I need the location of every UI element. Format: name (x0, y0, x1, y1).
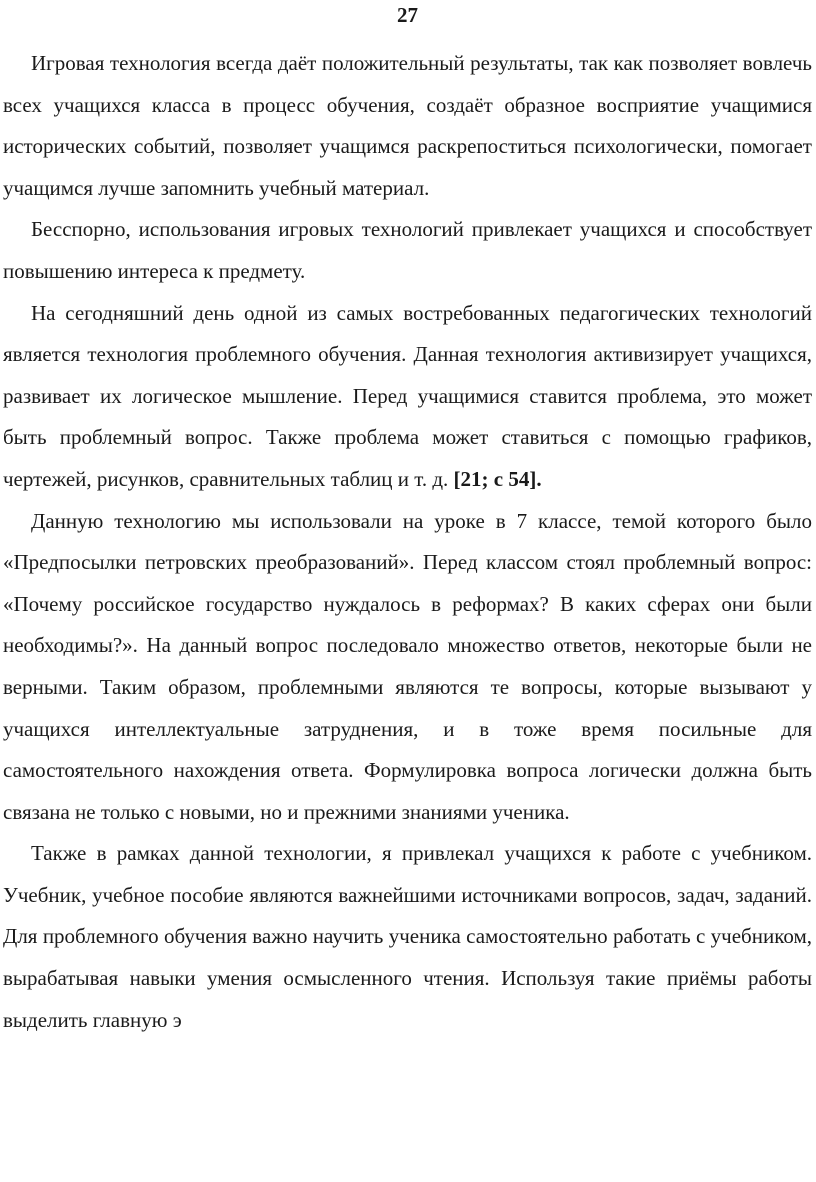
paragraph-problem-learning-text: На сегодняшний день одной из самых востребованных педагогических технологий является технология проблемного обучения. Данная технология активизирует учащихся, развивает их логическое мышление. Перед учащимися ставится проблема, это может быть проблемный вопрос. Также проблема может ставиться с помощью графиков, чертежей, рисунков, сравнительных таблиц и т. д. (3, 300, 812, 491)
paragraph-indisputably: Бесспорно, использования игровых технологий привлекает учащихся и способствует повышению интереса к предмету. (3, 217, 812, 283)
paragraph-lesson-example: Данную технологию мы использовали на уроке в 7 классе, темой которого было «Предпосылки петровских преобразований». Перед классом стоял проблемный вопрос: «Почему российское государство нуждалось в реформах? В каких сферах они были необходимы?». На данный вопрос последовало множество ответов, некоторые были не верными. Таким образом, проблемными являются те вопросы, которые вызывают у учащихся интеллектуальные затруднения, и в тоже время посильные для самостоятельного нахождения ответа. Формулировка вопроса логически должна быть связана не только с новыми, но и прежними знаниями ученика. (3, 508, 812, 824)
paragraph-game-technology: Игровая технология всегда даёт положительный результаты, так как позволяет вовлечь всех учащихся класса в процесс обучения, создаёт образное восприятие учащимися исторических событий, позволяет учащимся раскрепоститься психологически, помогает учащимся лучше запомнить учебный материал. (3, 51, 812, 200)
citation-reference: [21; с 54]. (453, 466, 542, 491)
paragraph-textbook-work: Также в рамках данной технологии, я привлекал учащихся к работе с учебником. Учебник, учебное пособие являются важнейшими источниками вопросов, задач, заданий. Для проблемного обучения важно научить ученика самостоятельно работать с учебником, вырабатывая навыки умения осмысленного чтения. Используя такие приёмы работы выделить главную э (3, 841, 812, 1032)
page-number: 27 (397, 3, 418, 27)
paragraph-problem-learning (3, 293, 812, 501)
